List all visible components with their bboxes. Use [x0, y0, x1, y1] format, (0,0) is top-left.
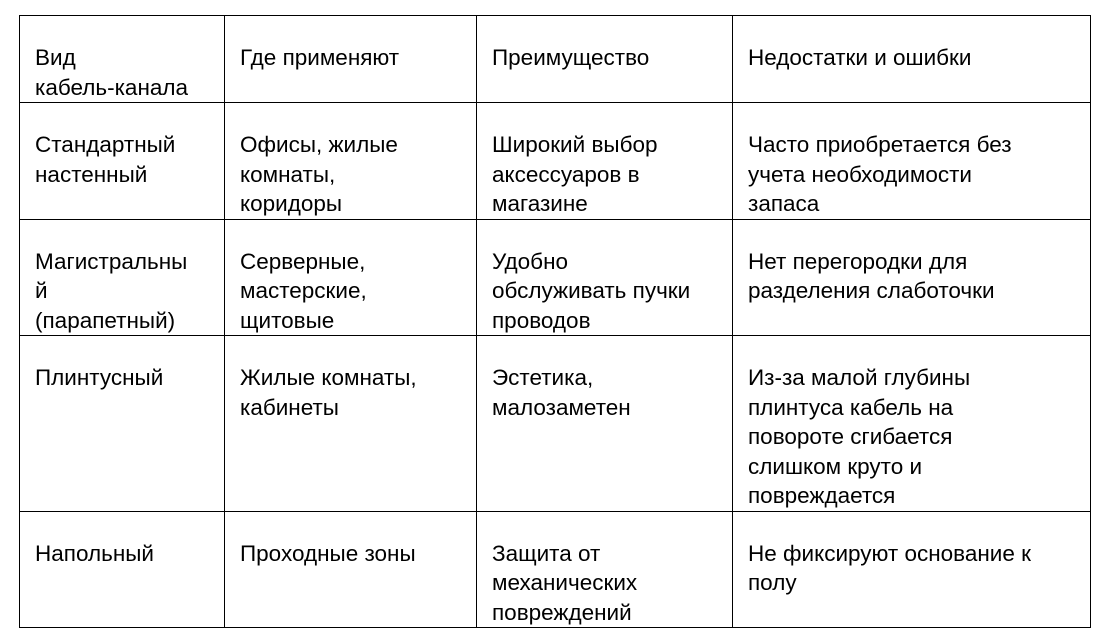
table-cell: Проходные зоны: [225, 511, 477, 628]
table-cell: Жилые комнаты, кабинеты: [225, 336, 477, 512]
table-cell: Офисы, жилые комнаты, коридоры: [225, 103, 477, 220]
table-cell: Защита от механических повреждений: [477, 511, 733, 628]
table-row: [20, 511, 1091, 628]
table-cell: Из-за малой глубины плинтуса кабель на повороте сгибается слишком круто и повреждается: [733, 336, 1091, 512]
table-cell: Часто приобретается без учета необходимости запаса: [733, 103, 1091, 220]
table-cell: Не фиксируют основание к полу: [733, 511, 1091, 628]
table-cell: Плинтусный: [20, 336, 225, 512]
table-cell: Серверные, мастерские, щитовые: [225, 219, 477, 336]
header-cell-advantage: Преимущество: [477, 16, 733, 103]
header-row: [20, 16, 1091, 103]
header-cell-drawbacks: Недостатки и ошибки: [733, 16, 1091, 103]
table-cell: Напольный: [20, 511, 225, 628]
table-cell: Широкий выбор аксессуаров в магазине: [477, 103, 733, 220]
table-cell: Нет перегородки для разделения слаботочки: [733, 219, 1091, 336]
table-cell: Эстетика, малозаметен: [477, 336, 733, 512]
table-row: [20, 219, 1091, 336]
table-cell: Магистральны й (парапетный): [20, 219, 225, 336]
cable-channel-table: [19, 15, 1091, 628]
header-cell-type: Вид кабель-канала: [20, 16, 225, 103]
header-cell-usage: Где применяют: [225, 16, 477, 103]
table-cell: Стандартный настенный: [20, 103, 225, 220]
table-row: [20, 103, 1091, 220]
table-row: [20, 336, 1091, 512]
table-cell: Удобно обслуживать пучки проводов: [477, 219, 733, 336]
